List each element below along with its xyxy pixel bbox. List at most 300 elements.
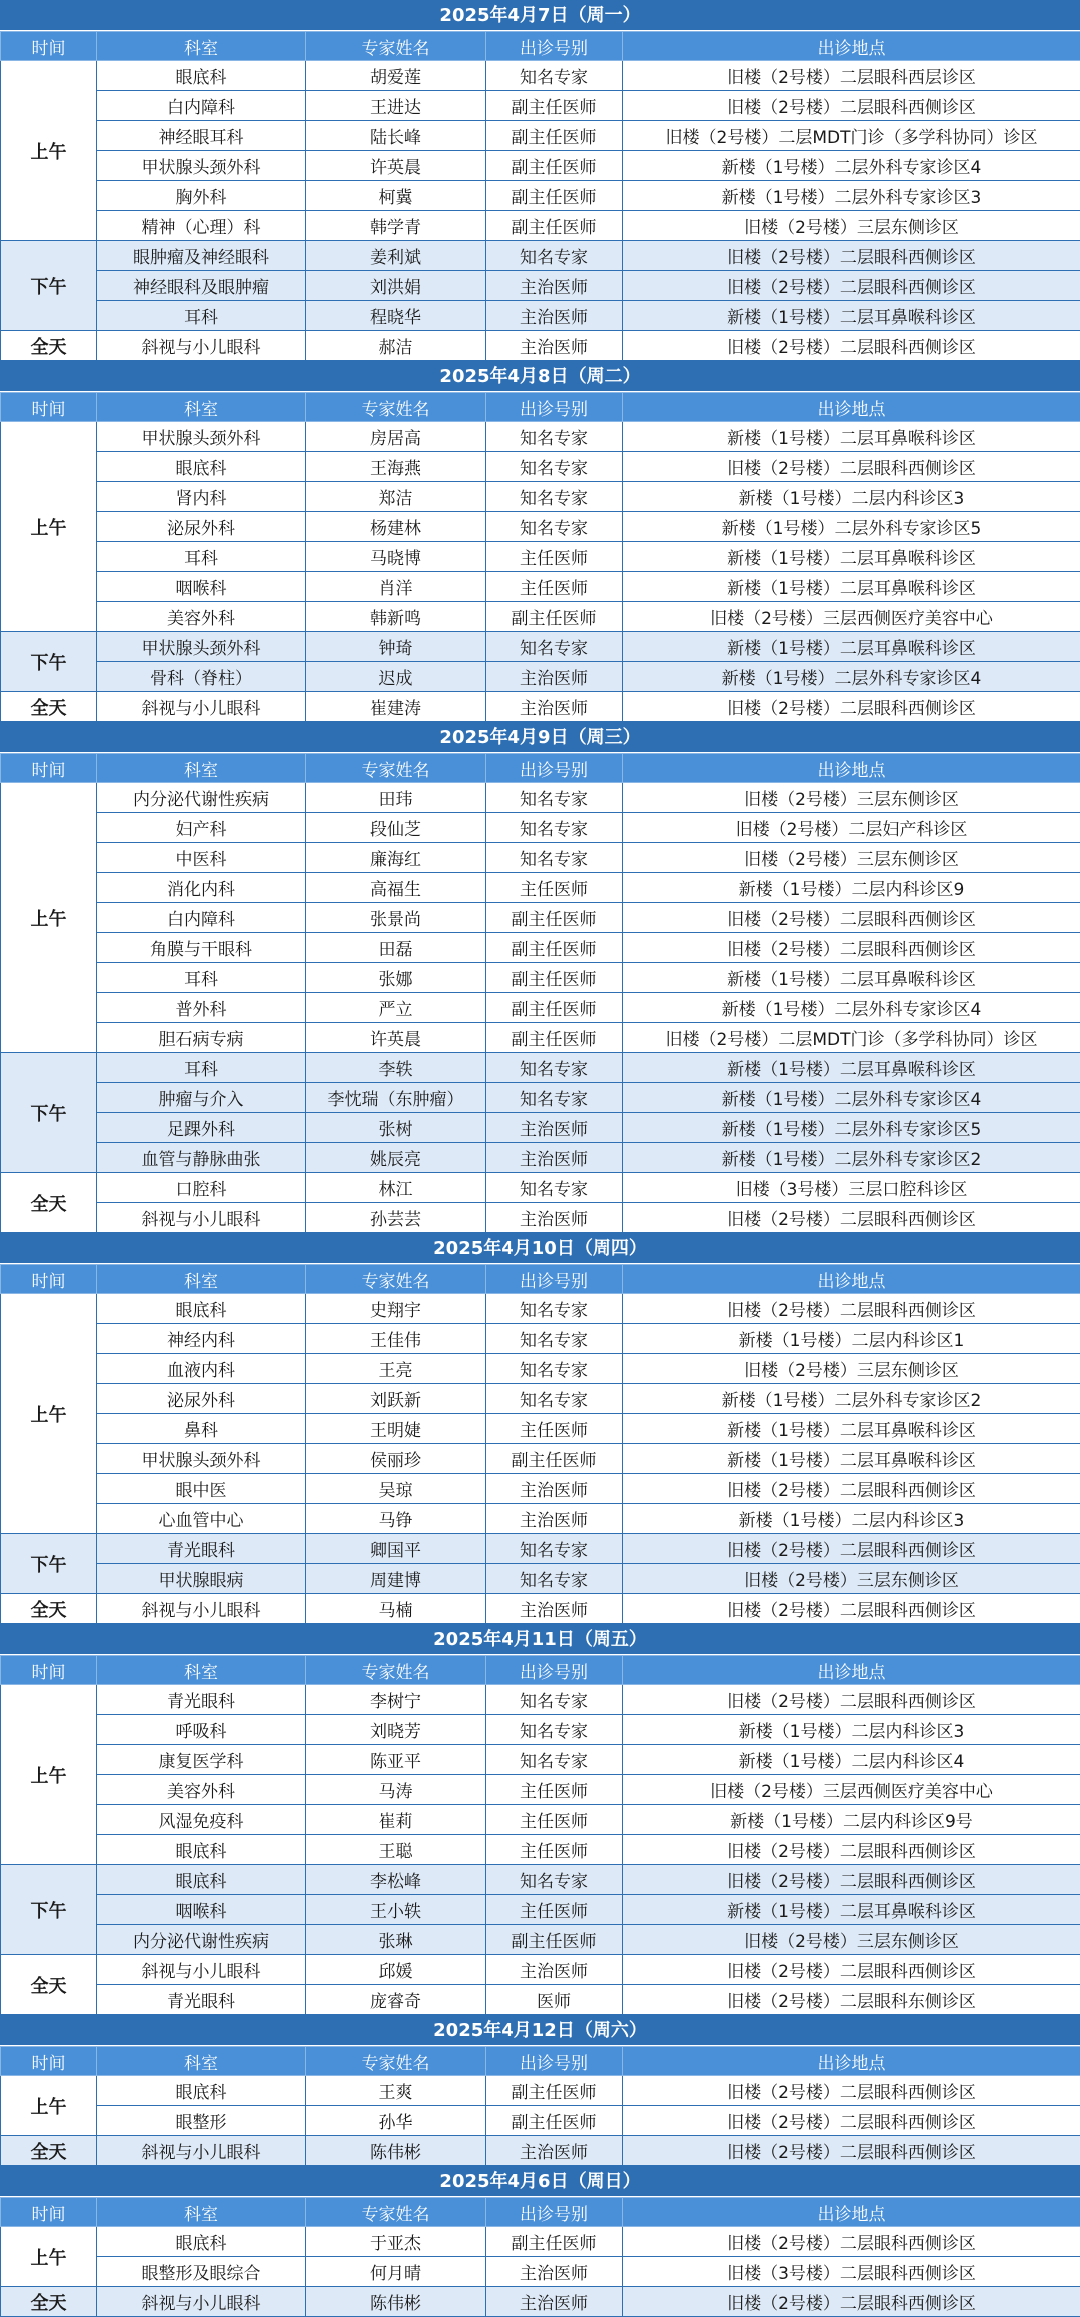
- doctor-cell: 卿国平: [306, 1534, 486, 1564]
- location-cell: 旧楼（2号楼）二层眼科西侧诊区: [623, 1474, 1080, 1504]
- header-time: 时间: [1, 2198, 97, 2227]
- location-cell: 旧楼（2号楼）二层眼科西侧诊区: [623, 271, 1080, 301]
- doctor-cell: 许英晨: [306, 151, 486, 181]
- rank-cell: 知名专家: [486, 482, 623, 512]
- rank-cell: 副主任医师: [486, 1444, 623, 1474]
- rank-cell: 知名专家: [486, 813, 623, 843]
- location-cell: 旧楼（2号楼）三层东侧诊区: [623, 1564, 1080, 1594]
- location-cell: 旧楼（2号楼）三层东侧诊区: [623, 843, 1080, 873]
- rank-cell: 主治医师: [486, 1955, 623, 1985]
- rank-cell: 知名专家: [486, 422, 623, 452]
- doctor-cell: 胡爱莲: [306, 61, 486, 91]
- doctor-cell: 李轶: [306, 1053, 486, 1083]
- rank-cell: 主治医师: [486, 1113, 623, 1143]
- department-cell: 眼底科: [97, 1294, 306, 1324]
- table-row: [1, 1775, 1080, 1805]
- location-cell: 新楼（1号楼）二层耳鼻喉科诊区: [623, 542, 1080, 572]
- table-row: [1, 1444, 1080, 1474]
- department-cell: 眼整形及眼综合: [97, 2257, 306, 2287]
- table-row: [1, 1143, 1080, 1173]
- doctor-cell: 许英晨: [306, 1023, 486, 1053]
- table-row: [1, 1685, 1080, 1715]
- day-title: 2025年4月6日（周日）: [0, 2166, 1080, 2197]
- rank-cell: 知名专家: [486, 1324, 623, 1354]
- doctor-cell: 李松峰: [306, 1865, 486, 1895]
- header-time: 时间: [1, 754, 97, 783]
- rank-cell: 主任医师: [486, 1805, 623, 1835]
- department-cell: 青光眼科: [97, 1685, 306, 1715]
- rank-cell: 主任医师: [486, 1775, 623, 1805]
- time-slot-cell: 全天: [1, 2287, 97, 2317]
- department-cell: 青光眼科: [97, 1534, 306, 1564]
- doctor-cell: 崔建涛: [306, 692, 486, 722]
- doctor-cell: 王海燕: [306, 452, 486, 482]
- rank-cell: 知名专家: [486, 1564, 623, 1594]
- day-section: [0, 722, 1080, 1233]
- doctor-cell: 于亚杰: [306, 2227, 486, 2257]
- location-cell: 新楼（1号楼）二层耳鼻喉科诊区: [623, 422, 1080, 452]
- department-cell: 斜视与小儿眼科: [97, 331, 306, 361]
- rank-cell: 知名专家: [486, 452, 623, 482]
- department-cell: 斜视与小儿眼科: [97, 2287, 306, 2317]
- day-title: 2025年4月7日（周一）: [0, 0, 1080, 31]
- doctor-cell: 马晓博: [306, 542, 486, 572]
- doctor-cell: 王佳伟: [306, 1324, 486, 1354]
- doctor-cell: 侯丽珍: [306, 1444, 486, 1474]
- rank-cell: 主治医师: [486, 331, 623, 361]
- table-row: [1, 2227, 1080, 2257]
- location-cell: 新楼（1号楼）二层外科专家诊区2: [623, 1384, 1080, 1414]
- department-cell: 咽喉科: [97, 572, 306, 602]
- rank-cell: 主治医师: [486, 1203, 623, 1233]
- department-cell: 泌尿外科: [97, 1384, 306, 1414]
- table-row: [1, 813, 1080, 843]
- location-cell: 旧楼（3号楼）三层口腔科诊区: [623, 1173, 1080, 1203]
- location-cell: 旧楼（2号楼）三层西侧医疗美容中心: [623, 602, 1080, 632]
- doctor-cell: 韩新鸣: [306, 602, 486, 632]
- table-row: [1, 61, 1080, 91]
- location-cell: 新楼（1号楼）二层内科诊区4: [623, 1745, 1080, 1775]
- location-cell: 新楼（1号楼）二层外科专家诊区5: [623, 1113, 1080, 1143]
- department-cell: 耳科: [97, 1053, 306, 1083]
- schedule-table: [0, 392, 1080, 722]
- table-row: [1, 1173, 1080, 1203]
- rank-cell: 主治医师: [486, 301, 623, 331]
- table-row: [1, 602, 1080, 632]
- department-cell: 血液内科: [97, 1354, 306, 1384]
- location-cell: 新楼（1号楼）二层耳鼻喉科诊区: [623, 1414, 1080, 1444]
- location-cell: 新楼（1号楼）二层外科专家诊区4: [623, 1083, 1080, 1113]
- rank-cell: 主治医师: [486, 2257, 623, 2287]
- department-cell: 斜视与小儿眼科: [97, 692, 306, 722]
- header-rank: 出诊号别: [486, 1656, 623, 1685]
- doctor-cell: 陆长峰: [306, 121, 486, 151]
- header-rank: 出诊号别: [486, 2047, 623, 2076]
- table-row: [1, 903, 1080, 933]
- header-doctor: 专家姓名: [306, 2047, 486, 2076]
- schedule-table: [0, 2046, 1080, 2166]
- header-rank: 出诊号别: [486, 754, 623, 783]
- time-slot-cell: 全天: [1, 331, 97, 361]
- doctor-cell: 张景尚: [306, 903, 486, 933]
- department-cell: 风湿免疫科: [97, 1805, 306, 1835]
- rank-cell: 副主任医师: [486, 1925, 623, 1955]
- department-cell: 斜视与小儿眼科: [97, 1955, 306, 1985]
- header-doctor: 专家姓名: [306, 2198, 486, 2227]
- rank-cell: 副主任医师: [486, 602, 623, 632]
- doctor-cell: 林江: [306, 1173, 486, 1203]
- location-cell: 旧楼（2号楼）三层东侧诊区: [623, 1925, 1080, 1955]
- location-cell: 旧楼（2号楼）二层眼科西侧诊区: [623, 2227, 1080, 2257]
- header-location: 出诊地点: [623, 1656, 1080, 1685]
- location-cell: 旧楼（2号楼）二层眼科西侧诊区: [623, 331, 1080, 361]
- time-slot-cell: 全天: [1, 1594, 97, 1624]
- header-row: [1, 2198, 1080, 2227]
- doctor-cell: 高福生: [306, 873, 486, 903]
- rank-cell: 知名专家: [486, 1534, 623, 1564]
- location-cell: 新楼（1号楼）二层耳鼻喉科诊区: [623, 301, 1080, 331]
- table-row: [1, 783, 1080, 813]
- schedule-table: [0, 753, 1080, 1233]
- time-slot-cell: 上午: [1, 2076, 97, 2136]
- doctor-cell: 王爽: [306, 2076, 486, 2106]
- location-cell: 旧楼（2号楼）二层眼科西侧诊区: [623, 1955, 1080, 1985]
- header-row: [1, 393, 1080, 422]
- table-row: [1, 151, 1080, 181]
- day-section: [0, 2166, 1080, 2317]
- header-location: 出诊地点: [623, 754, 1080, 783]
- doctor-cell: 邱媛: [306, 1955, 486, 1985]
- department-cell: 眼中医: [97, 1474, 306, 1504]
- time-slot-cell: 上午: [1, 1294, 97, 1534]
- department-cell: 血管与静脉曲张: [97, 1143, 306, 1173]
- table-row: [1, 993, 1080, 1023]
- doctor-cell: 马铮: [306, 1504, 486, 1534]
- header-department: 科室: [97, 1656, 306, 1685]
- table-row: [1, 662, 1080, 692]
- department-cell: 耳科: [97, 963, 306, 993]
- doctor-cell: 张琳: [306, 1925, 486, 1955]
- time-slot-cell: 下午: [1, 632, 97, 692]
- rank-cell: 副主任医师: [486, 121, 623, 151]
- rank-cell: 主治医师: [486, 1143, 623, 1173]
- location-cell: 旧楼（2号楼）二层眼科西侧诊区: [623, 452, 1080, 482]
- rank-cell: 副主任医师: [486, 933, 623, 963]
- department-cell: 斜视与小儿眼科: [97, 2136, 306, 2166]
- table-row: [1, 1203, 1080, 1233]
- rank-cell: 知名专家: [486, 632, 623, 662]
- rank-cell: 主治医师: [486, 2136, 623, 2166]
- department-cell: 消化内科: [97, 873, 306, 903]
- department-cell: 眼底科: [97, 452, 306, 482]
- location-cell: 旧楼（3号楼）二层眼科西侧诊区: [623, 2257, 1080, 2287]
- table-row: [1, 1925, 1080, 1955]
- department-cell: 中医科: [97, 843, 306, 873]
- doctor-cell: 张娜: [306, 963, 486, 993]
- time-slot-cell: 全天: [1, 692, 97, 722]
- doctor-cell: 周建博: [306, 1564, 486, 1594]
- location-cell: 旧楼（2号楼）二层眼科西侧诊区: [623, 1685, 1080, 1715]
- department-cell: 斜视与小儿眼科: [97, 1594, 306, 1624]
- doctor-cell: 吴琼: [306, 1474, 486, 1504]
- rank-cell: 副主任医师: [486, 181, 623, 211]
- header-row: [1, 754, 1080, 783]
- header-location: 出诊地点: [623, 393, 1080, 422]
- doctor-cell: 王亮: [306, 1354, 486, 1384]
- location-cell: 旧楼（2号楼）二层眼科西侧诊区: [623, 1294, 1080, 1324]
- department-cell: 美容外科: [97, 602, 306, 632]
- department-cell: 耳科: [97, 542, 306, 572]
- department-cell: 内分泌代谢性疾病: [97, 783, 306, 813]
- day-title: 2025年4月8日（周二）: [0, 361, 1080, 392]
- location-cell: 旧楼（2号楼）二层眼科西侧诊区: [623, 1865, 1080, 1895]
- location-cell: 旧楼（2号楼）二层眼科西侧诊区: [623, 903, 1080, 933]
- table-row: [1, 1985, 1080, 2015]
- time-slot-cell: 下午: [1, 1053, 97, 1173]
- doctor-cell: 李忱瑞（东肿瘤）: [306, 1083, 486, 1113]
- table-row: [1, 121, 1080, 151]
- schedule-table: [0, 1655, 1080, 2015]
- header-location: 出诊地点: [623, 1265, 1080, 1294]
- department-cell: 心血管中心: [97, 1504, 306, 1534]
- doctor-cell: 张树: [306, 1113, 486, 1143]
- doctor-cell: 陈伟彬: [306, 2287, 486, 2317]
- department-cell: 眼底科: [97, 61, 306, 91]
- table-row: [1, 1745, 1080, 1775]
- location-cell: 新楼（1号楼）二层内科诊区9: [623, 873, 1080, 903]
- rank-cell: 主治医师: [486, 1504, 623, 1534]
- table-row: [1, 241, 1080, 271]
- location-cell: 旧楼（2号楼）二层眼科西侧诊区: [623, 2076, 1080, 2106]
- time-slot-cell: 上午: [1, 61, 97, 241]
- doctor-cell: 迟成: [306, 662, 486, 692]
- department-cell: 甲状腺眼病: [97, 1564, 306, 1594]
- doctor-cell: 韩学青: [306, 211, 486, 241]
- header-doctor: 专家姓名: [306, 32, 486, 61]
- table-row: [1, 2257, 1080, 2287]
- doctor-cell: 姚辰亮: [306, 1143, 486, 1173]
- location-cell: 新楼（1号楼）二层耳鼻喉科诊区: [623, 572, 1080, 602]
- doctor-cell: 王聪: [306, 1835, 486, 1865]
- location-cell: 旧楼（2号楼）二层眼科西侧诊区: [623, 933, 1080, 963]
- department-cell: 甲状腺头颈外科: [97, 422, 306, 452]
- department-cell: 肿瘤与介入: [97, 1083, 306, 1113]
- location-cell: 新楼（1号楼）二层外科专家诊区3: [623, 181, 1080, 211]
- location-cell: 新楼（1号楼）二层外科专家诊区4: [623, 151, 1080, 181]
- location-cell: 旧楼（2号楼）二层眼科西层诊区: [623, 61, 1080, 91]
- location-cell: 旧楼（2号楼）三层西侧医疗美容中心: [623, 1775, 1080, 1805]
- location-cell: 旧楼（2号楼）二层眼科西侧诊区: [623, 692, 1080, 722]
- rank-cell: 知名专家: [486, 843, 623, 873]
- schedule-table: [0, 1264, 1080, 1624]
- department-cell: 胆石病专病: [97, 1023, 306, 1053]
- table-row: [1, 482, 1080, 512]
- doctor-cell: 陈亚平: [306, 1745, 486, 1775]
- table-row: [1, 933, 1080, 963]
- doctor-cell: 杨建林: [306, 512, 486, 542]
- table-row: [1, 632, 1080, 662]
- table-row: [1, 1835, 1080, 1865]
- department-cell: 神经眼耳科: [97, 121, 306, 151]
- rank-cell: 副主任医师: [486, 2106, 623, 2136]
- doctor-cell: 王小轶: [306, 1895, 486, 1925]
- location-cell: 旧楼（2号楼）二层眼科西侧诊区: [623, 2287, 1080, 2317]
- header-department: 科室: [97, 754, 306, 783]
- rank-cell: 知名专家: [486, 783, 623, 813]
- time-slot-cell: 下午: [1, 1534, 97, 1594]
- header-department: 科室: [97, 2198, 306, 2227]
- header-doctor: 专家姓名: [306, 1656, 486, 1685]
- doctor-cell: 史翔宇: [306, 1294, 486, 1324]
- rank-cell: 主任医师: [486, 873, 623, 903]
- rank-cell: 副主任医师: [486, 903, 623, 933]
- department-cell: 眼底科: [97, 1835, 306, 1865]
- table-row: [1, 542, 1080, 572]
- rank-cell: 知名专家: [486, 512, 623, 542]
- header-time: 时间: [1, 1656, 97, 1685]
- time-slot-cell: 上午: [1, 2227, 97, 2287]
- rank-cell: 副主任医师: [486, 91, 623, 121]
- header-doctor: 专家姓名: [306, 754, 486, 783]
- rank-cell: 主任医师: [486, 1414, 623, 1444]
- table-row: [1, 2287, 1080, 2317]
- location-cell: 新楼（1号楼）二层内科诊区3: [623, 1715, 1080, 1745]
- header-doctor: 专家姓名: [306, 1265, 486, 1294]
- department-cell: 呼吸科: [97, 1715, 306, 1745]
- doctor-cell: 崔莉: [306, 1805, 486, 1835]
- department-cell: 口腔科: [97, 1173, 306, 1203]
- table-row: [1, 1895, 1080, 1925]
- location-cell: 新楼（1号楼）二层耳鼻喉科诊区: [623, 1444, 1080, 1474]
- rank-cell: 副主任医师: [486, 211, 623, 241]
- schedule-table: [0, 31, 1080, 361]
- table-row: [1, 1564, 1080, 1594]
- rank-cell: 知名专家: [486, 1745, 623, 1775]
- header-doctor: 专家姓名: [306, 393, 486, 422]
- rank-cell: 医师: [486, 1985, 623, 2015]
- department-cell: 甲状腺头颈外科: [97, 151, 306, 181]
- time-slot-cell: 下午: [1, 241, 97, 331]
- day-section: [0, 361, 1080, 722]
- department-cell: 甲状腺头颈外科: [97, 1444, 306, 1474]
- department-cell: 足踝外科: [97, 1113, 306, 1143]
- table-row: [1, 873, 1080, 903]
- rank-cell: 知名专家: [486, 1354, 623, 1384]
- table-row: [1, 1865, 1080, 1895]
- department-cell: 神经眼科及眼肿瘤: [97, 271, 306, 301]
- header-department: 科室: [97, 2047, 306, 2076]
- table-row: [1, 422, 1080, 452]
- rank-cell: 知名专家: [486, 1685, 623, 1715]
- doctor-cell: 田磊: [306, 933, 486, 963]
- table-row: [1, 1023, 1080, 1053]
- day-section: [0, 1624, 1080, 2015]
- time-slot-cell: 全天: [1, 2136, 97, 2166]
- rank-cell: 主治医师: [486, 1474, 623, 1504]
- department-cell: 斜视与小儿眼科: [97, 1203, 306, 1233]
- doctor-cell: 庞睿奇: [306, 1985, 486, 2015]
- department-cell: 耳科: [97, 301, 306, 331]
- doctor-cell: 陈伟彬: [306, 2136, 486, 2166]
- header-rank: 出诊号别: [486, 32, 623, 61]
- time-slot-cell: 全天: [1, 1955, 97, 2015]
- header-location: 出诊地点: [623, 2047, 1080, 2076]
- day-section: [0, 2015, 1080, 2166]
- day-title: 2025年4月12日（周六）: [0, 2015, 1080, 2046]
- location-cell: 旧楼（2号楼）二层眼科西侧诊区: [623, 1594, 1080, 1624]
- location-cell: 新楼（1号楼）二层外科专家诊区4: [623, 993, 1080, 1023]
- rank-cell: 主任医师: [486, 542, 623, 572]
- rank-cell: 知名专家: [486, 1053, 623, 1083]
- rank-cell: 副主任医师: [486, 2076, 623, 2106]
- rank-cell: 主治医师: [486, 2287, 623, 2317]
- department-cell: 美容外科: [97, 1775, 306, 1805]
- location-cell: 新楼（1号楼）二层内科诊区3: [623, 482, 1080, 512]
- table-row: [1, 1113, 1080, 1143]
- table-row: [1, 1384, 1080, 1414]
- doctor-cell: 刘晓芳: [306, 1715, 486, 1745]
- doctor-cell: 廉海红: [306, 843, 486, 873]
- location-cell: 新楼（1号楼）二层耳鼻喉科诊区: [623, 1895, 1080, 1925]
- day-section: [0, 1233, 1080, 1624]
- department-cell: 鼻科: [97, 1414, 306, 1444]
- location-cell: 新楼（1号楼）二层内科诊区1: [623, 1324, 1080, 1354]
- header-row: [1, 1656, 1080, 1685]
- location-cell: 旧楼（2号楼）二层妇产科诊区: [623, 813, 1080, 843]
- table-row: [1, 2136, 1080, 2166]
- location-cell: 新楼（1号楼）二层内科诊区9号: [623, 1805, 1080, 1835]
- doctor-cell: 何月晴: [306, 2257, 486, 2287]
- location-cell: 旧楼（2号楼）二层眼科西侧诊区: [623, 1835, 1080, 1865]
- table-row: [1, 1594, 1080, 1624]
- department-cell: 白内障科: [97, 903, 306, 933]
- rank-cell: 知名专家: [486, 1294, 623, 1324]
- location-cell: 新楼（1号楼）二层耳鼻喉科诊区: [623, 1053, 1080, 1083]
- rank-cell: 知名专家: [486, 1865, 623, 1895]
- rank-cell: 主任医师: [486, 1895, 623, 1925]
- doctor-cell: 段仙芝: [306, 813, 486, 843]
- location-cell: 旧楼（2号楼）二层眼科西侧诊区: [623, 1534, 1080, 1564]
- time-slot-cell: 上午: [1, 1685, 97, 1865]
- department-cell: 精神（心理）科: [97, 211, 306, 241]
- doctor-cell: 姜利斌: [306, 241, 486, 271]
- table-row: [1, 1955, 1080, 1985]
- rank-cell: 副主任医师: [486, 2227, 623, 2257]
- header-time: 时间: [1, 393, 97, 422]
- doctor-cell: 孙芸芸: [306, 1203, 486, 1233]
- rank-cell: 主任医师: [486, 1835, 623, 1865]
- doctor-cell: 严立: [306, 993, 486, 1023]
- doctor-cell: 刘跃新: [306, 1384, 486, 1414]
- doctor-cell: 钟琦: [306, 632, 486, 662]
- header-rank: 出诊号别: [486, 2198, 623, 2227]
- time-slot-cell: 上午: [1, 422, 97, 632]
- rank-cell: 副主任医师: [486, 151, 623, 181]
- table-row: [1, 512, 1080, 542]
- table-row: [1, 692, 1080, 722]
- department-cell: 胸外科: [97, 181, 306, 211]
- day-section: [0, 0, 1080, 361]
- rank-cell: 主任医师: [486, 572, 623, 602]
- rank-cell: 知名专家: [486, 1173, 623, 1203]
- rank-cell: 知名专家: [486, 1384, 623, 1414]
- rank-cell: 知名专家: [486, 1715, 623, 1745]
- table-row: [1, 1354, 1080, 1384]
- time-slot-cell: 下午: [1, 1865, 97, 1955]
- header-location: 出诊地点: [623, 2198, 1080, 2227]
- doctor-cell: 李树宁: [306, 1685, 486, 1715]
- schedule-table: [0, 2197, 1080, 2317]
